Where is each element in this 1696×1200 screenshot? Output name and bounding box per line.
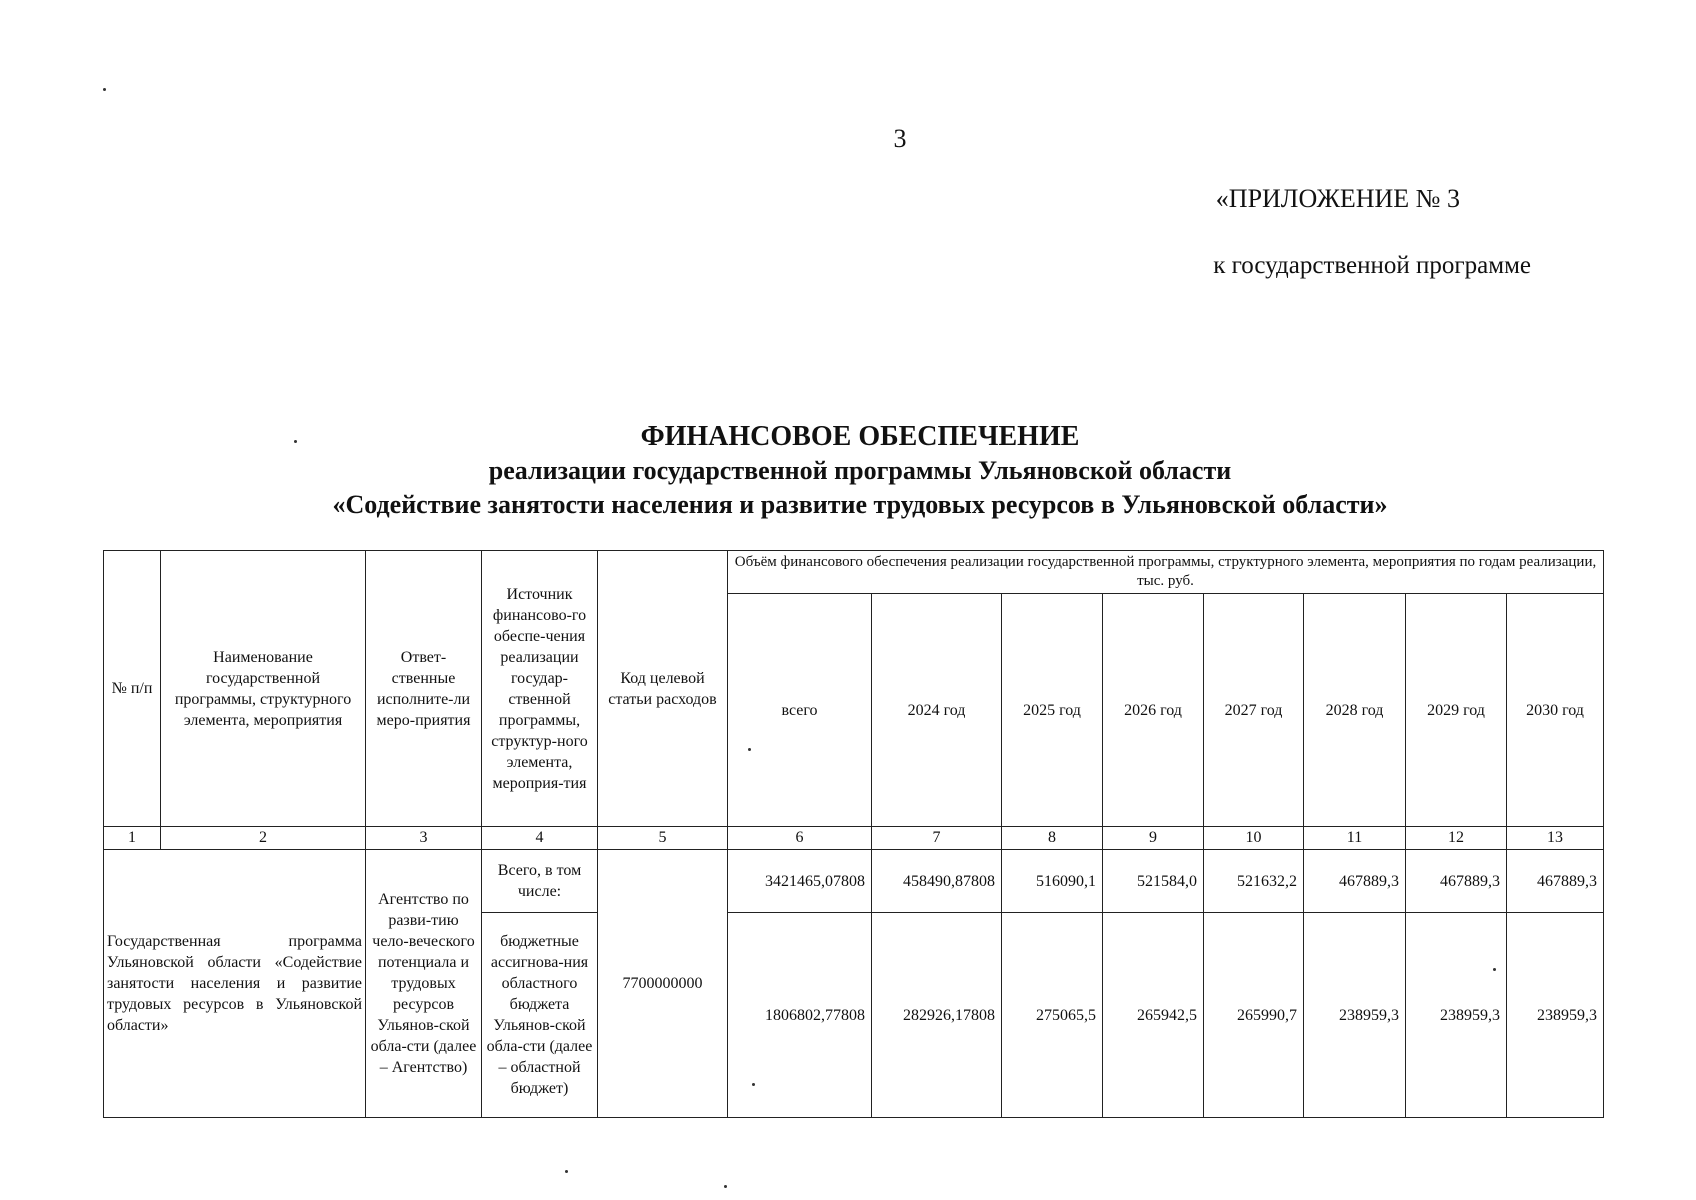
- financing-table: [103, 550, 1604, 1118]
- scan-speck: [752, 1083, 755, 1086]
- source-cell-budget: бюджетные ассигнова-ния областного бюджета Ульянов-ской обла-сти (далее – областной бюджет): [482, 913, 598, 1118]
- scan-speck: [724, 1185, 727, 1188]
- year-2024-cell: 458490,87808: [872, 850, 1002, 913]
- year-2027-cell: 521632,2: [1204, 850, 1304, 913]
- year-2026-cell: 521584,0: [1103, 850, 1204, 913]
- year-2029-cell: 238959,3: [1406, 913, 1507, 1118]
- header-row-top: [104, 551, 1604, 594]
- header-2027: 2027 год: [1204, 594, 1304, 827]
- appendix-label: «ПРИЛОЖЕНИЕ № 3: [1215, 184, 1460, 213]
- year-2028-cell: 467889,3: [1304, 850, 1406, 913]
- column-number: 4: [482, 827, 598, 850]
- responsible-cell: Агентство по разви-тию чело-веческого потенциала и трудовых ресурсов Ульянов-ской обла-сти (далее – Агентство): [366, 850, 482, 1118]
- column-number: 9: [1103, 827, 1204, 850]
- year-2028-cell: 238959,3: [1304, 913, 1406, 1118]
- column-number: 1: [104, 827, 161, 850]
- header-2026: 2026 год: [1103, 594, 1204, 827]
- column-number: 12: [1406, 827, 1507, 850]
- header-2025: 2025 год: [1002, 594, 1103, 827]
- title-line-1: ФИНАНСОВОЕ ОБЕСПЕЧЕНИЕ: [640, 421, 1080, 452]
- header-2030: 2030 год: [1507, 594, 1604, 827]
- header-name: Наименование государственной программы, структурного элемента, мероприятия: [161, 551, 366, 827]
- year-2025-cell: 275065,5: [1002, 913, 1103, 1118]
- year-2026-cell: 265942,5: [1103, 913, 1204, 1118]
- column-number: 7: [872, 827, 1002, 850]
- year-2027-cell: 265990,7: [1204, 913, 1304, 1118]
- scan-speck: [294, 440, 297, 443]
- header-2024: 2024 год: [872, 594, 1002, 827]
- column-number: 3: [366, 827, 482, 850]
- year-2030-cell: 238959,3: [1507, 913, 1604, 1118]
- column-number: 11: [1304, 827, 1406, 850]
- scan-speck: [103, 88, 106, 91]
- header-source: Источник финансово-го обеспе-чения реализации государ-ственной программы, структур-ного элемента, мероприя-тия: [482, 551, 598, 827]
- scan-speck: [748, 748, 751, 751]
- source-cell-total: Всего, в том числе:: [482, 850, 598, 913]
- code-cell: 7700000000: [598, 850, 728, 1118]
- header-code: Код целевой статьи расходов: [598, 551, 728, 827]
- column-number: 6: [728, 827, 872, 850]
- table-row: [104, 850, 1604, 913]
- scan-speck: [1493, 968, 1496, 971]
- header-2029: 2029 год: [1406, 594, 1507, 827]
- title-line-3: «Содействие занятости населения и развитие трудовых ресурсов в Ульяновской области»: [332, 490, 1388, 519]
- header-total: всего: [728, 594, 872, 827]
- appendix-subtitle: к государственной программе: [1213, 252, 1531, 279]
- year-2029-cell: 467889,3: [1406, 850, 1507, 913]
- page-number: 3: [893, 124, 907, 153]
- header-num: № п/п: [104, 551, 161, 827]
- column-number-row: [104, 827, 1604, 850]
- title-line-2: реализации государственной программы Ульяновской области: [488, 456, 1232, 485]
- scan-speck: [565, 1170, 568, 1173]
- header-volume-group: Объём финансового обеспечения реализации государственной программы, структурного элемента, мероприятия по годам реализации, тыс. руб.: [728, 551, 1604, 594]
- total-cell: 3421465,07808: [728, 850, 872, 913]
- program-name-cell: Государственная программа Ульяновской области «Содействие занятости населения и развитие трудовых ресурсов в Ульяновской области»: [104, 850, 366, 1118]
- column-number: 5: [598, 827, 728, 850]
- document-title: [160, 420, 1560, 522]
- year-2025-cell: 516090,1: [1002, 850, 1103, 913]
- column-number: 8: [1002, 827, 1103, 850]
- header-responsible: Ответ-ственные исполните-ли меро-приятия: [366, 551, 482, 827]
- year-2030-cell: 467889,3: [1507, 850, 1604, 913]
- total-cell: 1806802,77808: [728, 913, 872, 1118]
- column-number: 10: [1204, 827, 1304, 850]
- header-2028: 2028 год: [1304, 594, 1406, 827]
- column-number: 2: [161, 827, 366, 850]
- column-number: 13: [1507, 827, 1604, 850]
- year-2024-cell: 282926,17808: [872, 913, 1002, 1118]
